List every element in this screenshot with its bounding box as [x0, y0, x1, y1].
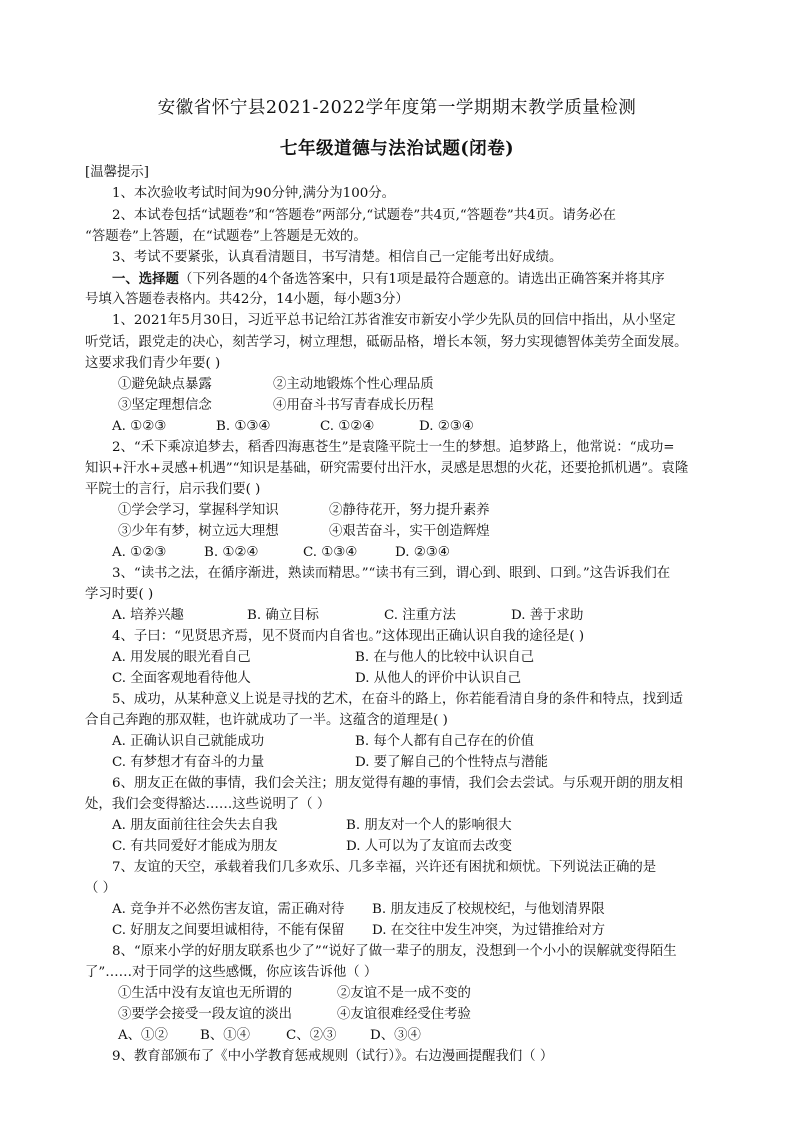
exam-title: 安徽省怀宁县2021-2022学年度第一学期期末教学质量检测 — [157, 98, 637, 118]
q4-stem: 4、子曰：“见贤思齐焉，见不贤而内自省也。”这体现出正确认识自我的途径是( ) — [112, 629, 585, 644]
q2-choice-a[interactable]: A. ①②③ — [112, 545, 167, 560]
q8-statement-3: ③要学会接受一段友谊的淡出 — [118, 1007, 293, 1022]
q4-choices-a — [112, 648, 534, 668]
q5-choices-a — [112, 732, 534, 752]
q1-stem: 1、2021年5月30日，习近平总书记给江苏省淮安市新安小学少先队员的回信中指出，从小坚定 — [112, 313, 676, 328]
q8-choice-d[interactable]: D、③④ — [370, 1028, 421, 1043]
q7-choice-a[interactable]: A. 竞争并不必然伤害友谊，需正确对待 — [112, 902, 345, 917]
q8-statement-4: ④友谊很难经受住考验 — [337, 1007, 471, 1022]
q8-statement-2: ②友谊不是一成不变的 — [337, 986, 471, 1001]
q2-statement-3: ③少年有梦，树立远大理想 — [118, 524, 279, 539]
q8-choice-b[interactable]: B、①④ — [200, 1028, 251, 1043]
q2-choice-c[interactable]: C. ①③④ — [303, 545, 358, 560]
q1-choice-b[interactable]: B. ①③④ — [216, 419, 271, 434]
tip-2: 2、本试卷包括“试题卷”和“答题卷”两部分,“试题卷”共4页,“答题卷”共4页。请务必在 — [112, 208, 616, 223]
q3-choice-d[interactable]: D. 善于求助 — [511, 608, 584, 623]
tip-2-cont: “答题卷”上答题，在“试题卷”上答题是无效的。 — [85, 229, 367, 244]
q5-choice-b[interactable]: B. 每个人都有自己存在的价值 — [355, 734, 535, 749]
q1-choice-a[interactable]: A. ①②③ — [112, 419, 167, 434]
q6-choice-d[interactable]: D. 人可以为了友谊而去改变 — [346, 839, 513, 854]
q1-choice-d[interactable]: D. ②③④ — [419, 419, 474, 434]
q7-stem: 7、友谊的天空，承载着我们几多欢乐、几多幸福，兴许还有困扰和烦忧。下列说法正确的是 — [112, 860, 657, 875]
q3-choices — [112, 606, 583, 626]
q6-choices-a — [112, 816, 512, 836]
q4-choice-c[interactable]: C. 全面客观地看待他人 — [112, 671, 251, 686]
q3-choice-b[interactable]: B. 确立目标 — [247, 608, 319, 623]
q7-stem-cont: （ ） — [85, 881, 117, 896]
q2-statement-4: ④艰苦奋斗，实干创造辉煌 — [329, 524, 490, 539]
q2-choice-d[interactable]: D. ②③④ — [395, 545, 450, 560]
q7-choice-d[interactable]: D. 在交往中发生冲突，为过错推给对方 — [372, 923, 606, 938]
q8-statements-b — [118, 1005, 471, 1025]
q4-choices-b — [112, 669, 521, 689]
q1-choice-c[interactable]: C. ①②④ — [320, 419, 375, 434]
q2-statements-b — [118, 522, 490, 542]
q5-choice-a[interactable]: A. 正确认识自己就能成功 — [112, 734, 265, 749]
q2-stem-cont: 知识+汗水+灵感+机遇”“知识是基础，研究需要付出汗水，灵感是思想的火花，还要抢抓机遇”。袁隆 — [85, 461, 689, 476]
exam-subtitle: 七年级道德与法治试题(闭卷) — [279, 139, 515, 159]
q5-choice-d[interactable]: D. 要了解自己的个性特点与潜能 — [355, 755, 548, 770]
q2-choices — [112, 543, 450, 563]
q6-choice-c[interactable]: C. 有共同爱好才能成为朋友 — [112, 839, 278, 854]
q4-choice-a[interactable]: A. 用发展的眼光看自己 — [112, 650, 251, 665]
q5-choice-c[interactable]: C. 有梦想才有奋斗的力量 — [112, 755, 265, 770]
q1-statements-b — [118, 396, 434, 416]
q1-stem-cont: 听党话，跟党走的决心，刻苦学习，树立理想，砥砺品格，增长本领，努力实现德智体美劳全面发展。 — [85, 335, 688, 350]
q6-choice-b[interactable]: B. 朋友对一个人的影响很大 — [346, 818, 512, 833]
q7-choice-b[interactable]: B. 朋友违反了校规校纪，与他划清界限 — [372, 902, 605, 917]
q1-statement-2: ②主动地锻炼个性心理品质 — [273, 377, 434, 392]
q8-stem: 8、“原来小学的好朋友联系也少了”“说好了做一辈子的朋友，没想到一个小小的误解就变得陌生 — [112, 944, 677, 959]
q3-choice-c[interactable]: C. 注重方法 — [384, 608, 456, 623]
q6-stem: 6、朋友正在做的事情，我们会关注；朋友觉得有趣的事情，我们会去尝试。与乐观开朗的朋友相 — [112, 776, 683, 791]
section-1-desc-cont: 号填入答题卷表格内。共42分，14小题，每小题3分） — [85, 292, 409, 307]
tip-3: 3、考试不要紧张，认真看清题目，书写清楚。相信自己一定能考出好成绩。 — [112, 250, 563, 265]
q5-stem: 5、成功，从某种意义上说是寻找的艺术，在奋斗的路上，你若能看清自身的条件和特点，找到适 — [112, 692, 683, 707]
q6-choice-a[interactable]: A. 朋友面前往往会失去自我 — [112, 818, 278, 833]
q1-statement-3: ③坚定理想信念 — [118, 398, 212, 413]
section-1-intro — [112, 269, 665, 290]
section-1-desc: （下列各题的4个备选答案中，只有1项是最符合题意的。请选出正确答案并将其序 — [178, 272, 665, 287]
q8-choice-a[interactable]: A、①② — [118, 1028, 168, 1043]
q1-choices — [112, 417, 474, 437]
section-1-label: 一、选择题 — [112, 271, 179, 287]
q7-choices-a — [112, 900, 605, 920]
q4-choice-d[interactable]: D. 从他人的评价中认识自己 — [355, 671, 522, 686]
q6-choices-b — [112, 837, 512, 857]
q1-statements-a — [118, 375, 434, 395]
q7-choices-b — [112, 921, 605, 941]
q5-stem-cont: 合自己奔跑的那双鞋，也许就成功了一半。这蕴含的道理是( ) — [85, 713, 448, 728]
q3-stem-cont: 学习时要( ) — [85, 587, 154, 602]
tips-heading: [温馨提示] — [85, 165, 150, 180]
q5-choices-b — [112, 753, 548, 773]
q2-statement-2: ②静待花开，努力提升素养 — [329, 503, 490, 518]
q7-choice-c[interactable]: C. 好朋友之间要坦诚相待，不能有保留 — [112, 923, 345, 938]
q2-stem-end: 平院士的言行，启示我们要( ) — [85, 482, 261, 497]
q2-statements-a — [118, 501, 490, 521]
q1-statement-1: ①避免缺点暴露 — [118, 377, 212, 392]
q8-statements-a — [118, 984, 471, 1004]
q4-choice-b[interactable]: B. 在与他人的比较中认识自己 — [355, 650, 535, 665]
q3-stem: 3、“读书之法，在循序渐进，熟读而精思。”“读书有三到，谓心到、眼到、口到。”这告诉我们在 — [112, 566, 671, 581]
q6-stem-cont: 处，我们会变得豁达……这些说明了（ ） — [85, 797, 331, 812]
q2-stem: 2、“禾下乘凉追梦去，稻香四海惠苍生”是袁隆平院士一生的梦想。追梦路上，他常说：“成功= — [112, 440, 675, 455]
q8-stem-cont: 了”……对于同学的这些感慨，你应该告诉他（ ） — [85, 965, 378, 980]
q1-stem-end: 这要求我们青少年要( ) — [85, 356, 221, 371]
q2-statement-1: ①学会学习，掌握科学知识 — [118, 503, 279, 518]
q3-choice-a[interactable]: A. 培养兴趣 — [112, 608, 184, 623]
q8-statement-1: ①生活中没有友谊也无所谓的 — [118, 986, 293, 1001]
q9-stem: 9、教育部颁布了《中小学教育惩戒规则（试行）》。右边漫画提醒我们（ ） — [112, 1049, 554, 1064]
q1-statement-4: ④用奋斗书写青春成长历程 — [273, 398, 434, 413]
q2-choice-b[interactable]: B. ①②④ — [204, 545, 259, 560]
q8-choices — [118, 1026, 421, 1046]
tip-1: 1、本次验收考试时间为90分钟,满分为100分。 — [112, 186, 396, 201]
q8-choice-c[interactable]: C、②③ — [286, 1028, 337, 1043]
